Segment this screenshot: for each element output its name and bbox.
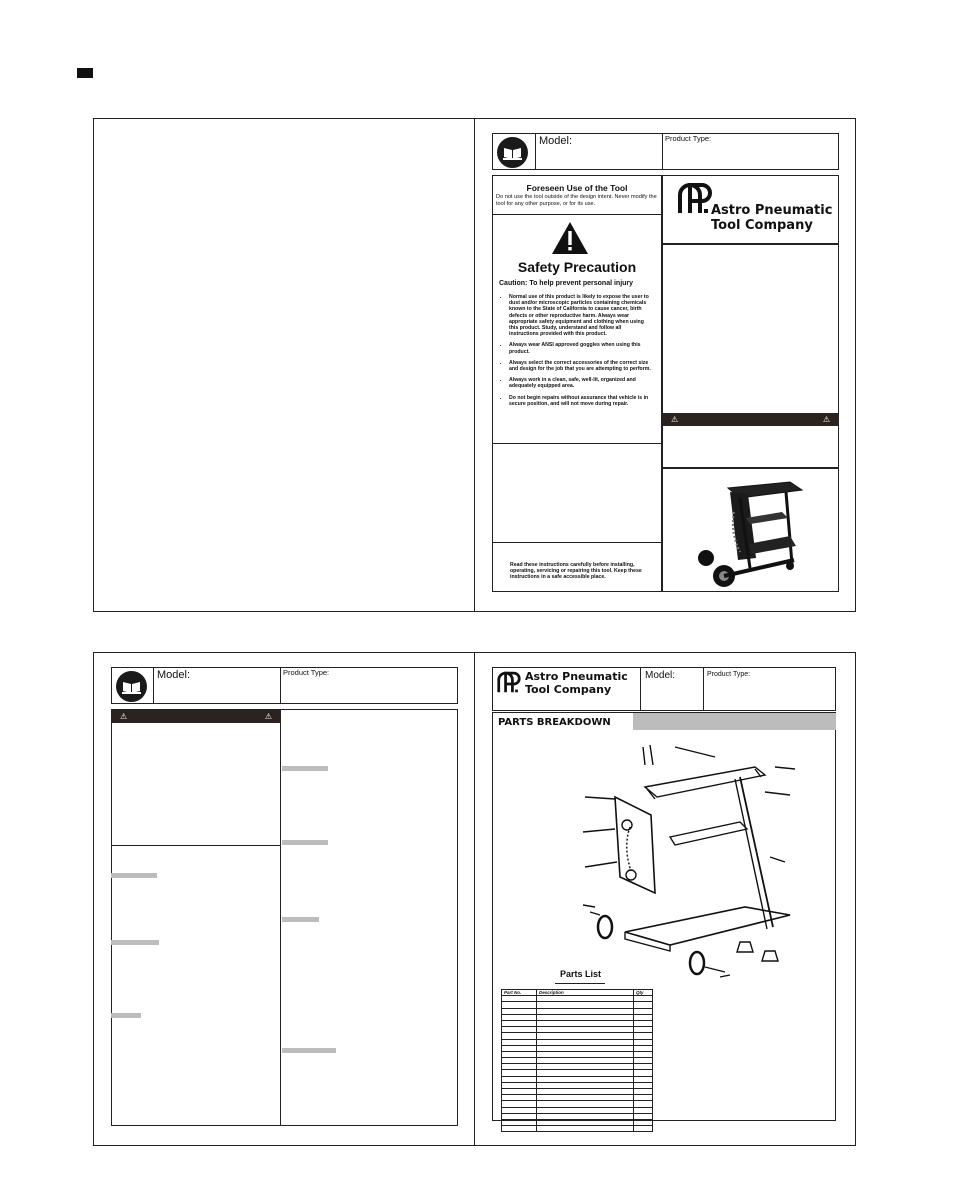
exploded-cart-diagram xyxy=(575,737,805,982)
section-heading-bar xyxy=(111,1013,141,1018)
parts-breakdown-title: PARTS BREAKDOWN xyxy=(498,717,611,728)
table-row xyxy=(502,1126,653,1132)
parts-list-title: Parts List xyxy=(560,969,602,979)
warning-bar xyxy=(112,710,280,723)
section-heading-bar xyxy=(111,940,159,945)
logo-line2: Tool Company xyxy=(525,683,612,696)
read-instructions-text: Read these instructions carefully before installing, operating, servicing or repairing this tool. Keep these instructions in a safe accessible place. xyxy=(510,562,642,581)
section-heading-bar xyxy=(111,873,157,878)
logo-line1: Astro Pneumatic xyxy=(711,203,833,218)
parts-breakdown-bar xyxy=(633,713,836,730)
caution-text: Caution: To help prevent personal injury xyxy=(499,280,634,287)
warning-bar xyxy=(663,413,838,426)
table-cell xyxy=(502,1126,537,1132)
table-cell xyxy=(634,1126,653,1132)
logo-line1: Astro Pneumatic xyxy=(525,670,628,683)
safety-item: • Normal use of this product is likely to expose the user to dust and/or microscopic particles containing chemicals known to the State of California to cause cancer, birth defects or other reproductive harm. Always wear appropriate safety equipment and clothing when using this product. Study, understand and follow all instructions provided with this product. xyxy=(509,294,651,337)
safety-item: • Always work in a clean, safe, well-lit, organized and adequately equipped area. xyxy=(509,377,651,389)
model-label: Model: xyxy=(645,670,676,681)
warning-triangle-icon: ⚠ xyxy=(822,415,830,424)
top-marker xyxy=(77,68,93,78)
safety-item: • Always wear ANSI approved goggles when using this product. xyxy=(509,342,651,354)
book-icon xyxy=(497,137,528,168)
cover-fold-line xyxy=(474,118,475,612)
section-heading-bar xyxy=(282,766,328,771)
section-heading-bar xyxy=(282,917,319,922)
column-header: Description xyxy=(537,990,634,996)
safety-item: • Always select the correct accessories of the correct size and design for the job that you are attempting to perform. xyxy=(509,360,651,372)
welding-cart-image xyxy=(690,472,810,590)
foreseen-use-title: Foreseen Use of the Tool xyxy=(526,183,628,193)
section-heading-bar xyxy=(282,840,328,845)
safety-list xyxy=(499,294,651,412)
ap-logo-icon xyxy=(676,179,714,217)
cover-right-info xyxy=(662,244,839,468)
warning-triangle-icon: ⚠ xyxy=(120,712,128,721)
book-icon xyxy=(116,671,147,702)
section-heading-bar xyxy=(282,1048,336,1053)
parts-list-table xyxy=(501,989,653,1132)
column-header: Part No. xyxy=(502,990,537,996)
safety-item: • Do not begin repairs without assurance that vehicle is in secure position, and will not move during repair. xyxy=(509,395,651,407)
warning-triangle-icon: ⚠ xyxy=(671,415,679,424)
foreseen-use-text: Do not use the tool outside of the design intent. Never modify the tool for any other purpose, or for its use. xyxy=(496,194,657,207)
column-header: Qty xyxy=(634,990,653,996)
logo-line2: Tool Company xyxy=(711,218,813,233)
product-type-label: Product Type: xyxy=(283,668,330,677)
model-label: Model: xyxy=(157,669,191,681)
warning-triangle-icon xyxy=(551,221,589,255)
model-label: Model: xyxy=(539,135,573,147)
product-type-label: Product Type: xyxy=(707,671,751,678)
safety-precaution-title: Safety Precaution xyxy=(517,259,637,275)
inner-fold-line xyxy=(474,652,475,1146)
ap-logo-icon xyxy=(496,669,522,695)
product-type-label: Product Type: xyxy=(665,134,712,143)
warning-triangle-icon: ⚠ xyxy=(264,712,272,721)
table-cell xyxy=(537,1126,634,1132)
